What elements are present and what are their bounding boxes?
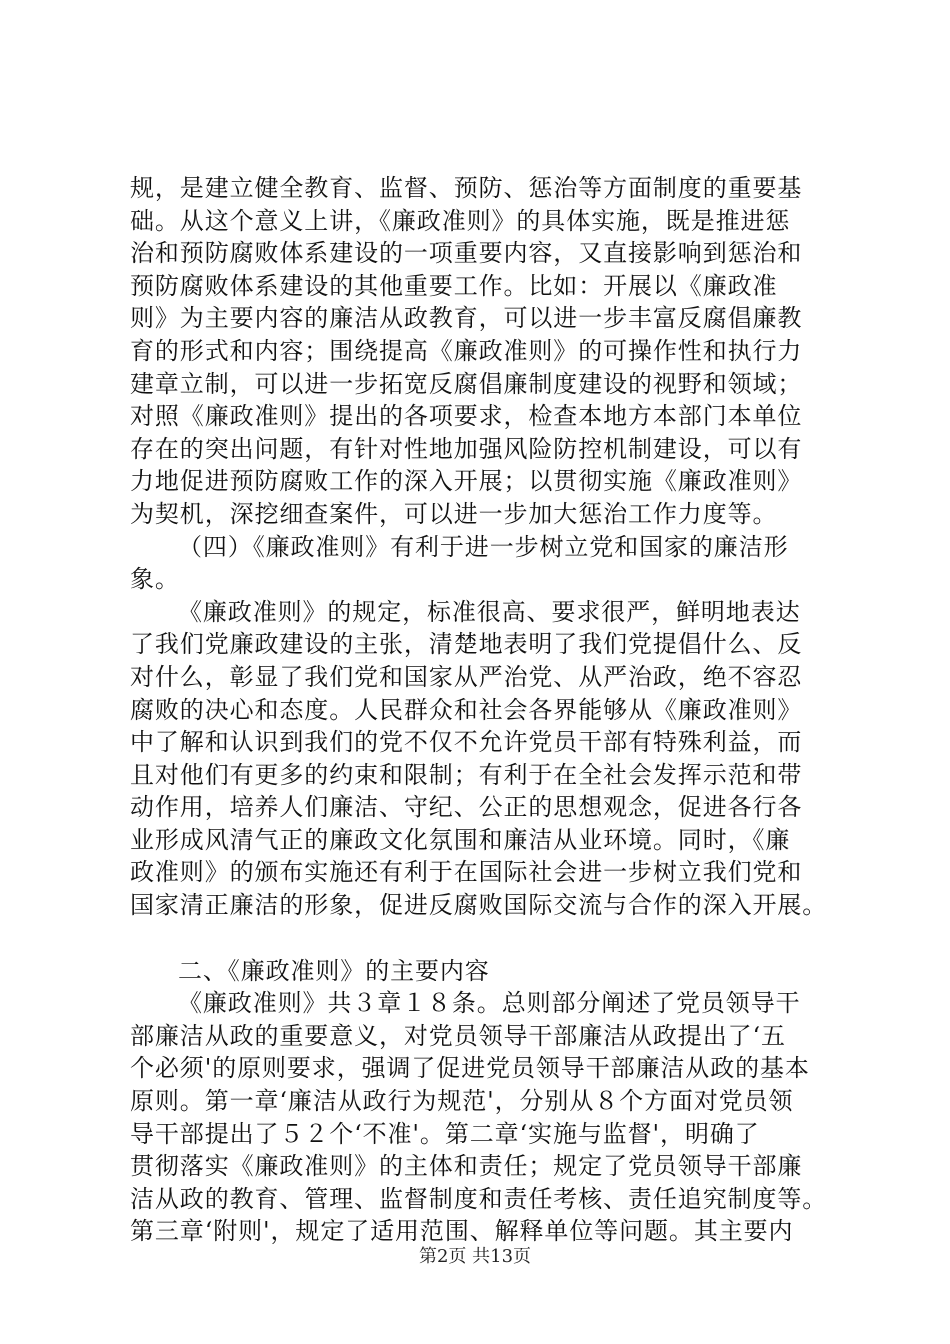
text-line: 中了解和认识到我们的党不仅不允许党员干部有特殊利益，而 (130, 728, 803, 757)
text-line: 了我们党廉政建设的主张，清楚地表明了我们党提倡什么、反 (130, 630, 803, 659)
text-line: 治和预防腐败体系建设的一项重要内容，又直接影响到惩治和 (130, 239, 803, 268)
text-line: 导干部提出了５２个‘不准'。第二章‘实施与监督'，明确了 (130, 1119, 760, 1148)
text-line: 国家清正廉洁的形象，促进反腐败国际交流与合作的深入开展。 (130, 891, 828, 920)
text-line: 洁从政的教育、管理、监督制度和责任考核、责任追究制度等。 (130, 1184, 828, 1213)
text-line: 腐败的决心和态度。人民群众和社会各界能够从《廉政准则》 (130, 695, 803, 724)
section-heading (130, 955, 850, 988)
text-line: 规，是建立健全教育、监督、预防、惩治等方面制度的重要基 (130, 174, 803, 202)
document-body (130, 172, 850, 1248)
text-line: 部廉洁从政的重要意义，对党员领导干部廉洁从政提出了‘五 (130, 1021, 786, 1050)
text-line: 力地促进预防腐败工作的深入开展；以贯彻实施《廉政准则》 (130, 467, 803, 496)
text-line: 存在的突出问题，有针对性地加强风险防控机制建设，可以有 (130, 434, 803, 463)
paragraph (130, 987, 850, 1248)
text-line: 个必须'的原则要求，强调了促进党员领导干部廉洁从政的基本 (130, 1054, 810, 1083)
text-line: 对什么，彰显了我们党和国家从严治党、从严治政，绝不容忍 (130, 662, 803, 691)
text-line: 象。 (130, 565, 180, 594)
text-line: 则》为主要内容的廉洁从政教育，可以进一步丰富反腐倡廉教 (130, 304, 803, 333)
text-line: 《廉政准则》共３章１８条。总则部分阐述了党员领导干 (178, 989, 801, 1018)
text-line: 育的形式和内容；围绕提高《廉政准则》的可操作性和执行力 (130, 336, 803, 365)
text-line: 动作用，培养人们廉洁、守纪、公正的思想观念，促进各行各 (130, 793, 803, 822)
page-footer (0, 1245, 950, 1269)
text-line: 对照《廉政准则》提出的各项要求，检查本地方本部门本单位 (130, 402, 803, 431)
text-line: 贯彻落实《廉政准则》的主体和责任；规定了党员领导干部廉 (130, 1152, 803, 1181)
text-line: 为契机，深挖细查案件，可以进一步加大惩治工作力度等。 (130, 499, 778, 528)
text-line: （四）《廉政准则》有利于进一步树立党和国家的廉洁形 (178, 532, 789, 561)
paragraph (130, 596, 850, 922)
paragraph-gap (130, 922, 850, 955)
text-line: 建章立制，可以进一步拓宽反腐倡廉制度建设的视野和领域； (130, 369, 803, 398)
text-line: 预防腐败体系建设的其他重要工作。比如：开展以《廉政准 (130, 271, 778, 300)
text-line: 《廉政准则》的规定，标准很高、要求很严，鲜明地表达 (178, 597, 801, 626)
text-line: 二、《廉政准则》的主要内容 (178, 956, 490, 985)
paragraph (130, 172, 850, 531)
text-line: 政准则》的颁布实施还有利于在国际社会进一步树立我们党和 (130, 858, 803, 887)
text-line: 第三章‘附则'，规定了适用范围、解释单位等问题。其主要内 (130, 1217, 794, 1246)
text-line: 原则。第一章‘廉洁从政行为规范'，分别从８个方面对党员领 (130, 1087, 794, 1116)
text-line: 且对他们有更多的约束和限制；有利于在全社会发挥示范和带 (130, 760, 803, 789)
text-line: 础。从这个意义上讲，《廉政准则》的具体实施，既是推进惩 (130, 206, 791, 235)
paragraph (130, 531, 850, 596)
text-line: 业形成风清气正的廉政文化氛围和廉洁从业环境。同时，《廉 (130, 825, 791, 854)
page-number-label: 第2页 共13页 (418, 1246, 532, 1267)
